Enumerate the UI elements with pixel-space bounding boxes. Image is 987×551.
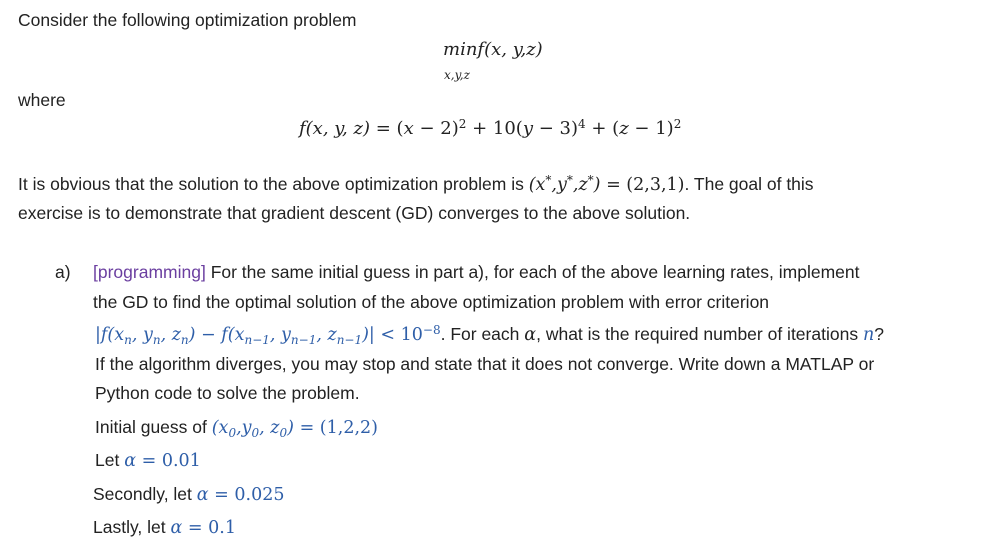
objective-subscript: x,y,z [444, 68, 470, 82]
paragraph-line-1: It is obvious that the solution to the above optimization problem is (x*,y*,z*) = (2,3,1). The goal of this [18, 173, 814, 195]
programming-tag: [programming] [93, 262, 206, 282]
part-a-line-4: If the algorithm diverges, you may stop and state that it does not converge. Write down a MATLAP or [95, 354, 875, 374]
part-a-line-1: [programming] For the same initial guess in part a), for each of the above learning rates, implement [93, 262, 860, 282]
part-a-line-2: the GD to find the optimal solution of the above optimization problem with error criterion [93, 292, 770, 312]
learning-rate-3: Lastly, let α = 0.1 [93, 517, 236, 538]
error-criterion-expression: $|f(x_n$, $y_n$, $z_n) - f(x_{n-1}$, $y_{n-1}$, $z_{n-1})| < 10^{-8}$ [95, 323, 441, 347]
intro-text: Consider the following optimization problem [18, 10, 357, 30]
initial-guess-line: Initial guess of ($x_0,y_0$, $z_0) = (1,2,2)$ [95, 417, 378, 440]
part-a-line-3: $|f(x_n$, $y_n$, $z_n) - f(x_{n-1}$, $y_{n-1}$, $z_{n-1})| < 10^{-8}$. For each α, what is the required number of iterations n? [95, 323, 884, 347]
part-a-line-5: Python code to solve the problem. [95, 383, 360, 403]
paragraph-line-2: exercise is to demonstrate that gradient descent (GD) converges to the above solution. [18, 203, 691, 223]
learning-rate-2: Secondly, let α = 0.025 [93, 484, 285, 505]
initial-guess-expression: ($x_0,y_0$, $z_0) = (1,2,2)$ [211, 418, 378, 440]
objective-expression: minf(x, y,z) [443, 39, 543, 60]
where-label: where [18, 90, 66, 110]
solution-expression: (x*,y*,z*) = (2,3,1) [528, 173, 685, 195]
function-definition: f(x, y, $z) = (x - 2)^2 + 10(y - 3)^4 + (z - 1)^2$ [299, 117, 682, 139]
learning-rate-1: Let α = 0.01 [95, 450, 201, 471]
part-a-marker: a) [55, 262, 71, 282]
